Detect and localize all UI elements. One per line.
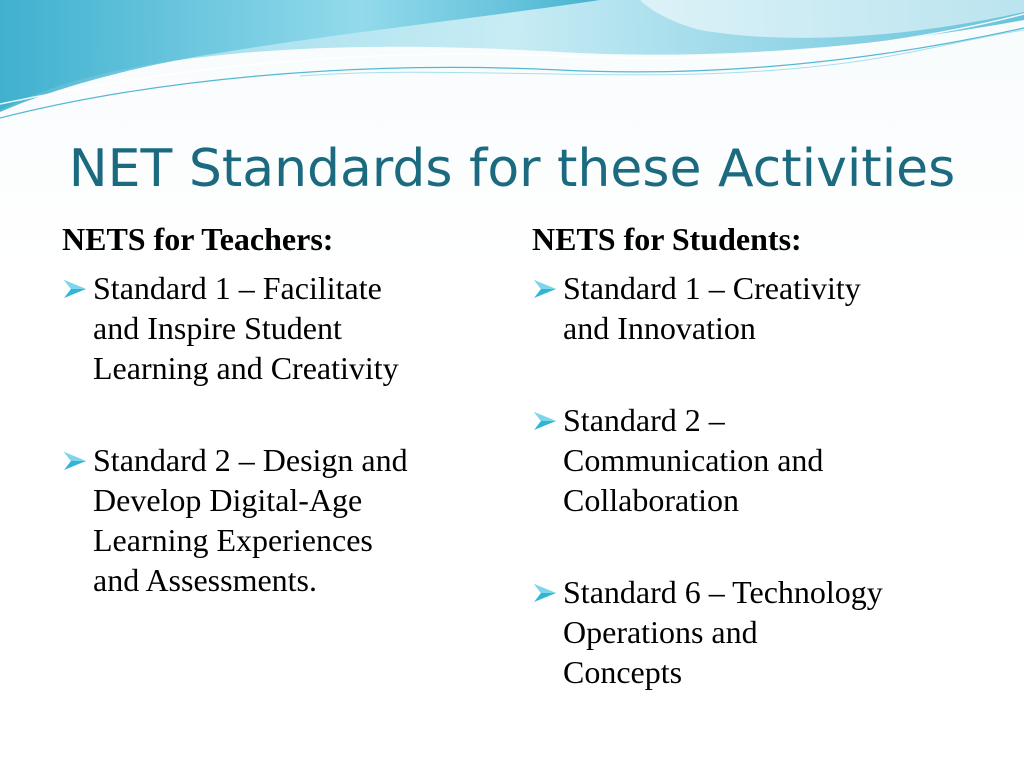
item-line: and Inspire Student: [93, 310, 342, 346]
item-line: Standard 2 – Design and: [93, 442, 408, 478]
teachers-standard-1: [62, 268, 502, 388]
item-line: Develop Digital-Age: [93, 482, 363, 518]
slide-title: NET Standards for these Activities: [68, 139, 956, 199]
arrowhead-bullet-icon: [62, 450, 88, 472]
header-wave-decoration: [0, 0, 1024, 130]
item-line: Communication and: [563, 442, 824, 478]
arrowhead-bullet-icon: [532, 410, 558, 432]
item-line: Learning and Creativity: [93, 350, 399, 386]
students-standard-2: [532, 400, 1002, 520]
students-standard-1: [532, 268, 1002, 348]
item-line: Collaboration: [563, 482, 739, 518]
item-line: Operations and: [563, 614, 758, 650]
teachers-column: [62, 218, 502, 600]
item-line: Standard 1 – Facilitate: [93, 270, 382, 306]
students-column: [532, 218, 1002, 692]
item-line: Concepts: [563, 654, 683, 690]
item-line: and Assessments.: [93, 562, 317, 598]
arrowhead-bullet-icon: [532, 582, 558, 604]
item-line: and Innovation: [563, 310, 756, 346]
students-standard-6: [532, 572, 1002, 692]
arrowhead-bullet-icon: [532, 278, 558, 300]
item-line: Standard 6 – Technology: [563, 574, 883, 610]
item-line: Learning Experiences: [93, 522, 373, 558]
arrowhead-bullet-icon: [62, 278, 88, 300]
item-line: Standard 1 – Creativity: [563, 270, 861, 306]
item-line: Standard 2 –: [563, 402, 725, 438]
students-heading: NETS for Students:: [532, 221, 802, 257]
teachers-standard-2: [62, 440, 502, 600]
teachers-heading: NETS for Teachers:: [62, 221, 334, 257]
